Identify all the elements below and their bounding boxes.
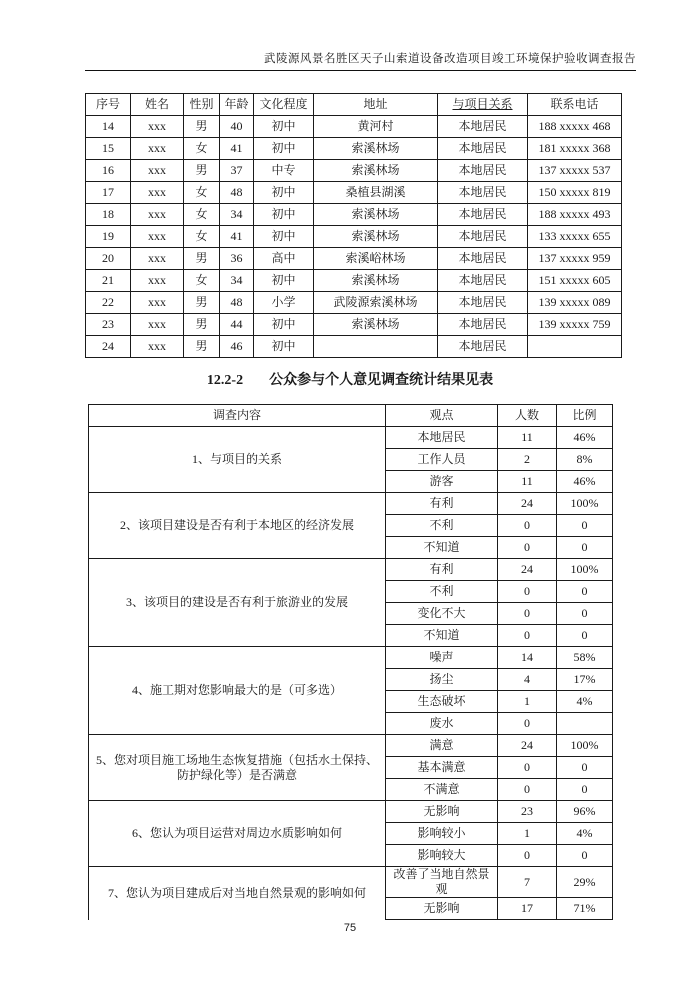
table-cell: 151 xxxxx 605	[528, 270, 622, 292]
column-header-label: 与项目关系	[452, 97, 513, 111]
table-cell: 139 xxxxx 759	[528, 314, 622, 336]
count-cell: 24	[498, 559, 557, 581]
viewpoint-cell: 不知道	[386, 537, 498, 559]
column-header: 调查内容	[89, 405, 386, 427]
table-cell: 36	[220, 248, 254, 270]
viewpoint-cell: 扬尘	[386, 669, 498, 691]
count-cell: 0	[498, 757, 557, 779]
percentage-cell: 4%	[557, 691, 613, 713]
viewpoint-cell: 无影响	[386, 801, 498, 823]
survey-question-cell: 1、与项目的关系	[89, 427, 386, 493]
table-cell: 男	[184, 336, 220, 358]
column-header: 比例	[557, 405, 613, 427]
table-cell: 21	[86, 270, 131, 292]
percentage-cell: 58%	[557, 647, 613, 669]
survey-question-cell: 6、您认为项目运营对周边水质影响如何	[89, 801, 386, 867]
table-cell: 初中	[254, 182, 314, 204]
count-cell: 23	[498, 801, 557, 823]
table-row	[86, 138, 622, 160]
table-row	[89, 559, 613, 581]
table-cell: 初中	[254, 270, 314, 292]
viewpoint-cell: 噪声	[386, 647, 498, 669]
percentage-cell: 0	[557, 537, 613, 559]
table-cell: xxx	[131, 336, 184, 358]
table-cell: 男	[184, 314, 220, 336]
count-cell: 0	[498, 603, 557, 625]
table-cell: xxx	[131, 314, 184, 336]
table-cell: xxx	[131, 204, 184, 226]
respondent-table	[85, 93, 622, 358]
table-cell: xxx	[131, 138, 184, 160]
percentage-cell: 8%	[557, 449, 613, 471]
percentage-cell: 100%	[557, 493, 613, 515]
count-cell: 1	[498, 823, 557, 845]
table-cell: 初中	[254, 116, 314, 138]
viewpoint-cell: 变化不大	[386, 603, 498, 625]
table-cell: 武陵源索溪林场	[314, 292, 438, 314]
table-row	[86, 116, 622, 138]
count-cell: 17	[498, 898, 557, 920]
percentage-cell: 0	[557, 625, 613, 647]
table-cell: 索溪林场	[314, 314, 438, 336]
percentage-cell: 100%	[557, 559, 613, 581]
table-cell: 初中	[254, 226, 314, 248]
table-cell: 19	[86, 226, 131, 248]
table-row	[89, 735, 613, 757]
table-row	[86, 314, 622, 336]
viewpoint-cell: 废水	[386, 713, 498, 735]
column-header: 观点	[386, 405, 498, 427]
column-header-label: 性别	[189, 97, 214, 111]
viewpoint-cell: 基本满意	[386, 757, 498, 779]
table-cell: 索溪林场	[314, 270, 438, 292]
table-cell: xxx	[131, 292, 184, 314]
table-row	[89, 647, 613, 669]
table-row	[86, 204, 622, 226]
count-cell: 0	[498, 713, 557, 735]
column-header-label: 姓名	[144, 97, 169, 111]
table-cell: 女	[184, 182, 220, 204]
survey-question-cell: 5、您对项目施工场地生态恢复措施（包括水土保持、防护绿化等）是否满意	[89, 735, 386, 801]
percentage-cell: 29%	[557, 867, 613, 898]
table-cell: 初中	[254, 314, 314, 336]
table-cell: 37	[220, 160, 254, 182]
table-cell: 索溪峪林场	[314, 248, 438, 270]
table-cell: 139 xxxxx 089	[528, 292, 622, 314]
count-cell: 11	[498, 427, 557, 449]
survey-question-cell: 3、该项目的建设是否有利于旅游业的发展	[89, 559, 386, 647]
table-cell: 44	[220, 314, 254, 336]
table-cell: xxx	[131, 248, 184, 270]
column-header	[131, 94, 184, 116]
viewpoint-cell: 工作人员	[386, 449, 498, 471]
table-caption-title: 公众参与个人意见调查统计结果见表	[269, 373, 494, 388]
viewpoint-cell: 不知道	[386, 625, 498, 647]
table-row	[89, 427, 613, 449]
table-cell: 18	[86, 204, 131, 226]
column-header: 人数	[498, 405, 557, 427]
table-cell: 女	[184, 204, 220, 226]
table-cell: 34	[220, 204, 254, 226]
table-cell: 男	[184, 248, 220, 270]
column-header	[528, 94, 622, 116]
table-cell: 本地居民	[438, 226, 528, 248]
table-cell: 初中	[254, 138, 314, 160]
table-cell: 本地居民	[438, 160, 528, 182]
table-cell: 本地居民	[438, 314, 528, 336]
table-cell: 137 xxxxx 537	[528, 160, 622, 182]
count-cell: 14	[498, 647, 557, 669]
table-cell: 41	[220, 138, 254, 160]
column-header	[220, 94, 254, 116]
table-cell: 40	[220, 116, 254, 138]
table-cell: xxx	[131, 182, 184, 204]
table-cell: 初中	[254, 204, 314, 226]
table-row	[89, 801, 613, 823]
table-cell: xxx	[131, 160, 184, 182]
count-cell: 7	[498, 867, 557, 898]
column-header-label: 联系电话	[550, 97, 599, 111]
table-cell: 188 xxxxx 468	[528, 116, 622, 138]
page-number: 75	[343, 922, 357, 934]
count-cell: 11	[498, 471, 557, 493]
table-cell: xxx	[131, 270, 184, 292]
column-header-label: 文化程度	[259, 97, 308, 111]
count-cell: 1	[498, 691, 557, 713]
table-cell: 黄河村	[314, 116, 438, 138]
survey-question-cell: 4、施工期对您影响最大的是（可多选）	[89, 647, 386, 735]
table-cell: 本地居民	[438, 116, 528, 138]
table-cell: 索溪林场	[314, 204, 438, 226]
table-cell: 17	[86, 182, 131, 204]
table-cell: 23	[86, 314, 131, 336]
count-cell: 0	[498, 581, 557, 603]
viewpoint-cell: 满意	[386, 735, 498, 757]
table-cell: 女	[184, 138, 220, 160]
table-cell: 16	[86, 160, 131, 182]
count-cell: 0	[498, 515, 557, 537]
percentage-cell: 4%	[557, 823, 613, 845]
percentage-cell: 0	[557, 757, 613, 779]
viewpoint-cell: 有利	[386, 493, 498, 515]
viewpoint-cell: 游客	[386, 471, 498, 493]
respondent-table-header-row	[86, 94, 622, 116]
table-cell: 133 xxxxx 655	[528, 226, 622, 248]
viewpoint-cell: 影响较大	[386, 845, 498, 867]
table-row	[86, 160, 622, 182]
table-cell: 桑植县湖溪	[314, 182, 438, 204]
survey-question-cell: 7、您认为项目建成后对当地自然景观的影响如何	[89, 867, 386, 920]
percentage-cell: 71%	[557, 898, 613, 920]
viewpoint-cell: 本地居民	[386, 427, 498, 449]
percentage-cell: 100%	[557, 735, 613, 757]
column-header-label: 年龄	[224, 97, 249, 111]
table-cell: 22	[86, 292, 131, 314]
table-cell: 本地居民	[438, 270, 528, 292]
table-caption-number: 12.2-2	[206, 373, 244, 388]
table-row	[89, 867, 613, 898]
table-cell: 索溪林场	[314, 226, 438, 248]
viewpoint-cell: 不利	[386, 515, 498, 537]
table-cell: 索溪林场	[314, 138, 438, 160]
column-header-label: 序号	[95, 97, 120, 111]
table-cell: 41	[220, 226, 254, 248]
column-header	[438, 94, 528, 116]
table-cell: 本地居民	[438, 204, 528, 226]
table-cell: 中专	[254, 160, 314, 182]
table-cell: 14	[86, 116, 131, 138]
count-cell: 0	[498, 779, 557, 801]
table-cell: xxx	[131, 226, 184, 248]
table-cell: 15	[86, 138, 131, 160]
percentage-cell: 0	[557, 515, 613, 537]
viewpoint-cell: 生态破坏	[386, 691, 498, 713]
viewpoint-cell: 无影响	[386, 898, 498, 920]
table-cell: 48	[220, 292, 254, 314]
table-cell	[528, 336, 622, 358]
table-cell: 20	[86, 248, 131, 270]
report-header-title: 武陵源风景名胜区天子山索道设备改造项目竣工环境保护验收调查报告	[264, 53, 636, 65]
table-row	[86, 292, 622, 314]
table-cell: 男	[184, 292, 220, 314]
survey-results-table	[88, 404, 613, 920]
table-caption	[0, 369, 700, 389]
count-cell: 24	[498, 735, 557, 757]
survey-table-header-row	[89, 405, 613, 427]
table-cell: 150 xxxxx 819	[528, 182, 622, 204]
table-cell: xxx	[131, 116, 184, 138]
table-cell: 初中	[254, 336, 314, 358]
count-cell: 2	[498, 449, 557, 471]
column-header-label: 地址	[363, 97, 388, 111]
percentage-cell: 0	[557, 845, 613, 867]
count-cell: 0	[498, 845, 557, 867]
viewpoint-cell: 影响较小	[386, 823, 498, 845]
column-header	[184, 94, 220, 116]
percentage-cell: 17%	[557, 669, 613, 691]
table-cell: 索溪林场	[314, 160, 438, 182]
table-row	[86, 336, 622, 358]
percentage-cell: 46%	[557, 471, 613, 493]
table-cell: 本地居民	[438, 292, 528, 314]
column-header	[314, 94, 438, 116]
table-cell: 24	[86, 336, 131, 358]
header-divider	[85, 70, 636, 71]
table-cell: 男	[184, 116, 220, 138]
percentage-cell	[557, 713, 613, 735]
viewpoint-cell: 有利	[386, 559, 498, 581]
percentage-cell: 96%	[557, 801, 613, 823]
table-cell: 本地居民	[438, 138, 528, 160]
table-row	[89, 493, 613, 515]
table-cell: 女	[184, 270, 220, 292]
table-cell	[314, 336, 438, 358]
table-cell: 48	[220, 182, 254, 204]
viewpoint-cell: 不满意	[386, 779, 498, 801]
table-row	[86, 248, 622, 270]
survey-question-cell: 2、该项目建设是否有利于本地区的经济发展	[89, 493, 386, 559]
table-cell: 高中	[254, 248, 314, 270]
table-cell: 本地居民	[438, 336, 528, 358]
percentage-cell: 0	[557, 603, 613, 625]
count-cell: 0	[498, 625, 557, 647]
column-header	[86, 94, 131, 116]
table-cell: 女	[184, 226, 220, 248]
count-cell: 0	[498, 537, 557, 559]
viewpoint-cell: 改善了当地自然景观	[386, 867, 498, 898]
table-cell: 本地居民	[438, 248, 528, 270]
count-cell: 4	[498, 669, 557, 691]
percentage-cell: 0	[557, 581, 613, 603]
percentage-cell: 0	[557, 779, 613, 801]
table-cell: 181 xxxxx 368	[528, 138, 622, 160]
table-cell: 46	[220, 336, 254, 358]
viewpoint-cell: 不利	[386, 581, 498, 603]
column-header	[254, 94, 314, 116]
table-cell: 本地居民	[438, 182, 528, 204]
table-row	[86, 270, 622, 292]
table-row	[86, 182, 622, 204]
count-cell: 24	[498, 493, 557, 515]
table-cell: 137 xxxxx 959	[528, 248, 622, 270]
table-row	[86, 226, 622, 248]
table-cell: 小学	[254, 292, 314, 314]
percentage-cell: 46%	[557, 427, 613, 449]
table-cell: 34	[220, 270, 254, 292]
table-cell: 188 xxxxx 493	[528, 204, 622, 226]
table-cell: 男	[184, 160, 220, 182]
